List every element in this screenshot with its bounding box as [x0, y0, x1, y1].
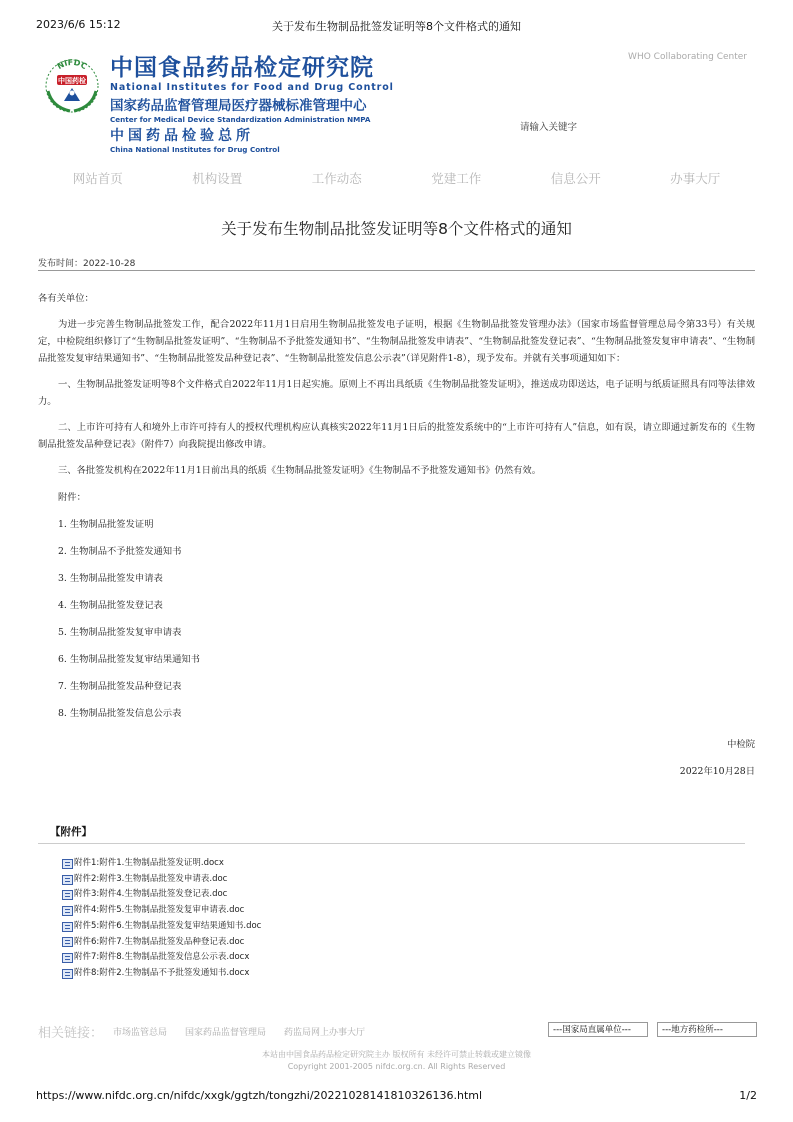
article-title: 关于发布生物制品批签发证明等8个文件格式的通知 — [221, 220, 572, 238]
attachment-file-list — [62, 856, 261, 982]
logo-top-text: NIFDC — [55, 57, 89, 72]
local-institutes-select[interactable]: ---地方药检所--- — [657, 1022, 757, 1037]
salutation: 各有关单位： — [38, 293, 94, 304]
attachment-item: 3. 生物制品批签发申请表 — [58, 573, 163, 584]
main-nav — [38, 169, 755, 187]
org-name-en: National Institutes for Food and Drug Control — [110, 82, 394, 93]
sign-date: 2022年10月28日 — [679, 766, 755, 777]
copyright-en: Copyright 2001-2005 nifdc.org.cn. All Rights Reserved — [287, 1062, 506, 1071]
page-number: 1/2 — [739, 1089, 757, 1102]
attachment-file-link[interactable] — [62, 966, 261, 982]
article-body — [38, 290, 755, 780]
nav-item-news[interactable]: 工作动态 — [311, 171, 362, 186]
attachment-file-name[interactable]: 附件2:附件3.生物制品批签发申请表.doc — [74, 873, 228, 884]
paragraph-2: 一、生物制品批签发证明等8个文件格式自2022年11月1日起实施。原则上不再出具纸质《生物制品批签发证明》，推送成功即送达，电子证明与纸质证照具有同等法律效力。 — [38, 379, 755, 407]
paragraph-3: 二、上市许可持有人和境外上市许可持有人的授权代理机构应认真核实2022年11月1日后的批签发系统中的“上市许可持有人”信息，如有误，请立即通过新发布的《生物制品批签发品种登记表》（附件7）向我院提出修改申请。 — [38, 422, 755, 450]
nav-item-party[interactable]: 党建工作 — [431, 171, 482, 186]
print-footer — [36, 1089, 757, 1105]
doc-file-icon — [62, 906, 73, 916]
related-links-label: 相关链接： — [38, 1025, 104, 1041]
nav-item-disclosure[interactable]: 信息公开 — [550, 171, 601, 186]
related-links — [38, 1022, 383, 1040]
paragraph-1: 为进一步完善生物制品批签发工作，配合2022年11月1日启用生物制品批签发电子证明，根据《生物制品批签发管理办法》（国家市场监督管理总局令第33号）有关规定，中检院组织修订了“生物制品批签发证明”、“生物制品不予批签发通知书”、“生物制品批签发申请表”、“生物制品批签发登记表”、“生物制品批签发复审申请表”、“生物制品批签发复审结果通知书”、“生物制品批签发品种登记表”、“生物制品批签发信息公示表”（详见附件1-8），现予发布。并就有关事项通知如下： — [38, 319, 755, 364]
attachment-file-link[interactable] — [62, 856, 261, 872]
doc-file-icon — [62, 922, 73, 932]
attachment-item: 7. 生物制品批签发品种登记表 — [58, 681, 182, 692]
attachments-divider — [38, 843, 745, 844]
attachment-item: 1. 生物制品批签发证明 — [58, 519, 154, 530]
attachment-item: 2. 生物制品不予批签发通知书 — [58, 546, 182, 557]
doc-file-icon — [62, 859, 73, 869]
doc-file-icon — [62, 937, 73, 947]
attachment-file-name[interactable]: 附件5:附件6.生物制品批签发复审结果通知书.doc — [74, 920, 262, 931]
nav-item-organization[interactable]: 机构设置 — [192, 171, 243, 186]
attachments-label: 附件： — [58, 492, 86, 503]
attachment-file-link[interactable] — [62, 950, 261, 966]
attachment-file-name[interactable]: 附件7:附件8.生物制品批签发信息公示表.docx — [74, 952, 250, 963]
title-divider — [38, 270, 755, 271]
attachment-item: 4. 生物制品批签发登记表 — [58, 600, 163, 611]
attachment-file-link[interactable] — [62, 935, 261, 951]
attachment-item: 8. 生物制品批签发信息公示表 — [58, 708, 182, 719]
attachment-item: 6. 生物制品批签发复审结果通知书 — [58, 654, 200, 665]
publish-date: 发布时间：2022-10-28 — [38, 259, 136, 269]
related-link-samr[interactable]: 市场监管总局 — [113, 1027, 168, 1038]
print-datetime: 2023/6/6 15:12 — [36, 18, 121, 31]
doc-file-icon — [62, 953, 73, 963]
copyright-cn: 本站由中国食品药品检定研究院主办 版权所有 未经许可禁止转载或建立镜像 — [261, 1050, 532, 1059]
attachment-file-link[interactable] — [62, 872, 261, 888]
attachment-file-link[interactable] — [62, 919, 261, 935]
print-url: https://www.nifdc.org.cn/nifdc/xxgk/ggtzh/tongzhi/20221028141810326136.html — [36, 1089, 483, 1102]
related-link-nmpa[interactable]: 国家药品监督管理局 — [185, 1027, 267, 1038]
doc-file-icon — [62, 969, 73, 979]
center-name-en: Center for Medical Device Standardization Administration NMPA — [110, 115, 371, 124]
org-names — [110, 54, 410, 154]
affiliated-units-select[interactable]: ---国家局直属单位--- — [548, 1022, 648, 1037]
old-name-en: China National Institutes for Drug Control — [110, 145, 280, 154]
related-link-online-hall[interactable]: 药监局网上办事大厅 — [284, 1027, 366, 1038]
paragraph-4: 三、各批签发机构在2022年11月1日前出具的纸质《生物制品批签发证明》《生物制品不予批签发通知书》仍然有效。 — [58, 465, 542, 476]
doc-file-icon — [62, 890, 73, 900]
logo-badge-text: 中国药检 — [58, 77, 86, 85]
old-name-cn: 中国药品检验总所 — [110, 128, 254, 144]
attachment-file-link[interactable] — [62, 903, 261, 919]
doc-file-icon — [62, 875, 73, 885]
attachment-file-name[interactable]: 附件6:附件7.生物制品批签发品种登记表.doc — [74, 936, 245, 947]
attachment-file-link[interactable] — [62, 887, 261, 903]
print-title: 关于发布生物制品批签发证明等8个文件格式的通知 — [272, 20, 521, 33]
print-header — [36, 18, 757, 34]
signer: 中检院 — [727, 739, 755, 750]
attachment-file-name[interactable]: 附件8:附件2.生物制品不予批签发通知书.docx — [74, 967, 250, 978]
attachments-heading: 【附件】 — [50, 826, 92, 838]
attachment-file-name[interactable]: 附件3:附件4.生物制品批签发登记表.doc — [74, 889, 228, 900]
nav-item-home[interactable]: 网站首页 — [72, 171, 123, 186]
attachment-file-name[interactable]: 附件1:附件1.生物制品批签发证明.docx — [74, 858, 224, 868]
who-collaborating-center: WHO Collaborating Center — [628, 52, 747, 62]
attachment-item: 5. 生物制品批签发复审申请表 — [58, 627, 182, 638]
search-input[interactable]: 请输入关键字 — [520, 122, 578, 133]
org-name-cn: 中国食品药品检定研究院 — [110, 55, 374, 81]
nifdc-logo-icon[interactable] — [42, 55, 102, 115]
nav-item-services[interactable]: 办事大厅 — [670, 171, 721, 186]
center-name-cn: 国家药品监督管理局医疗器械标准管理中心 — [110, 98, 367, 114]
attachment-file-name[interactable]: 附件4:附件5.生物制品批签发复审申请表.doc — [74, 905, 245, 916]
